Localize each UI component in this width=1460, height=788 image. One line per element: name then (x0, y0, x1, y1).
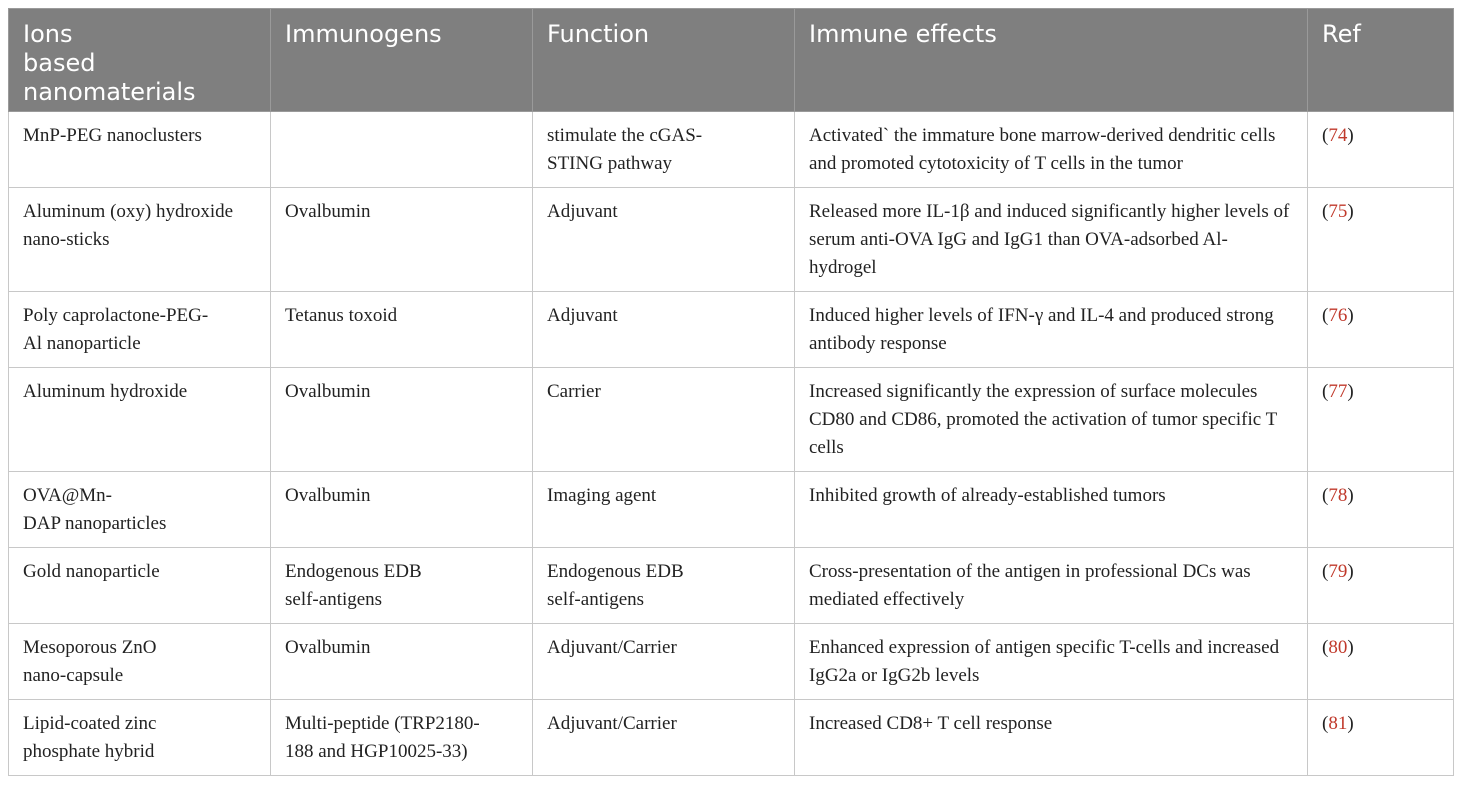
table-row (9, 188, 1454, 292)
ref-close-paren: ) (1347, 713, 1354, 734)
cell-ref (1308, 548, 1454, 624)
cell-ref (1308, 368, 1454, 472)
ref-close-paren: ) (1347, 637, 1354, 658)
reference-link[interactable]: 74 (1328, 125, 1348, 146)
reference-link[interactable]: 80 (1328, 637, 1348, 658)
reference-link[interactable]: 78 (1328, 485, 1348, 506)
cell-immune-effects: Released more IL-1β and induced significantly higher levels of serum anti-OVA IgG and IgG1 than OVA-adsorbed Al-hydrogel (795, 188, 1308, 292)
reference-link[interactable]: 76 (1328, 305, 1348, 326)
ref-open-paren: ( (1322, 381, 1329, 402)
cell-immune-effects: Induced higher levels of IFN-γ and IL-4 and produced strong antibody response (795, 292, 1308, 368)
table-row (9, 548, 1454, 624)
cell-immunogen: Ovalbumin (271, 472, 533, 548)
cell-function: stimulate the cGAS- STING pathway (533, 112, 795, 188)
header-row (9, 9, 1454, 112)
table-row (9, 624, 1454, 700)
table-row (9, 368, 1454, 472)
ref-open-paren: ( (1322, 201, 1329, 222)
cell-ref (1308, 112, 1454, 188)
cell-immunogen: Ovalbumin (271, 368, 533, 472)
ref-open-paren: ( (1322, 305, 1329, 326)
cell-immune-effects: Activated` the immature bone marrow-derived dendritic cells and promoted cytotoxicity of T cells in the tumor (795, 112, 1308, 188)
ref-open-paren: ( (1322, 125, 1329, 146)
reference-link[interactable]: 79 (1328, 561, 1348, 582)
cell-function: Imaging agent (533, 472, 795, 548)
header-nanomaterials: Ions based nanomaterials (9, 9, 271, 112)
ref-open-paren: ( (1322, 561, 1329, 582)
cell-immunogen: Tetanus toxoid (271, 292, 533, 368)
cell-function: Adjuvant/Carrier (533, 700, 795, 776)
ref-close-paren: ) (1347, 201, 1354, 222)
header-function: Function (533, 9, 795, 112)
table-row (9, 700, 1454, 776)
ref-close-paren: ) (1347, 561, 1354, 582)
ref-open-paren: ( (1322, 485, 1329, 506)
cell-ref (1308, 700, 1454, 776)
cell-immunogen (271, 112, 533, 188)
header-ref: Ref (1308, 9, 1454, 112)
cell-immunogen: Multi-peptide (TRP2180- 188 and HGP10025-33) (271, 700, 533, 776)
cell-function: Adjuvant (533, 188, 795, 292)
cell-nanomaterial: Mesoporous ZnO nano-capsule (9, 624, 271, 700)
header-immunogens: Immunogens (271, 9, 533, 112)
cell-function: Adjuvant/Carrier (533, 624, 795, 700)
cell-ref (1308, 472, 1454, 548)
cell-ref (1308, 292, 1454, 368)
cell-function: Endogenous EDB self-antigens (533, 548, 795, 624)
header-immune-effects: Immune effects (795, 9, 1308, 112)
reference-link[interactable]: 81 (1328, 713, 1348, 734)
cell-ref (1308, 188, 1454, 292)
cell-immune-effects: Cross-presentation of the antigen in professional DCs was mediated effectively (795, 548, 1308, 624)
reference-link[interactable]: 77 (1328, 381, 1348, 402)
cell-immune-effects: Enhanced expression of antigen specific T-cells and increased IgG2a or IgG2b levels (795, 624, 1308, 700)
ref-close-paren: ) (1347, 305, 1354, 326)
cell-immune-effects: Increased significantly the expression of surface molecules CD80 and CD86, promoted the activation of tumor specific T cells (795, 368, 1308, 472)
cell-function: Carrier (533, 368, 795, 472)
reference-link[interactable]: 75 (1328, 201, 1348, 222)
cell-nanomaterial: Poly caprolactone-PEG- Al nanoparticle (9, 292, 271, 368)
ref-open-paren: ( (1322, 713, 1329, 734)
table-row (9, 112, 1454, 188)
cell-nanomaterial: Aluminum (oxy) hydroxide nano-sticks (9, 188, 271, 292)
cell-immunogen: Endogenous EDB self-antigens (271, 548, 533, 624)
cell-immune-effects: Increased CD8+ T cell response (795, 700, 1308, 776)
table-row (9, 292, 1454, 368)
cell-nanomaterial: OVA@Mn- DAP nanoparticles (9, 472, 271, 548)
cell-ref (1308, 624, 1454, 700)
table-row (9, 472, 1454, 548)
cell-nanomaterial: Gold nanoparticle (9, 548, 271, 624)
cell-nanomaterial: MnP-PEG nanoclusters (9, 112, 271, 188)
ref-open-paren: ( (1322, 637, 1329, 658)
nanomaterials-table (8, 8, 1454, 776)
cell-nanomaterial: Aluminum hydroxide (9, 368, 271, 472)
cell-function: Adjuvant (533, 292, 795, 368)
ref-close-paren: ) (1347, 485, 1354, 506)
cell-immunogen: Ovalbumin (271, 188, 533, 292)
ref-close-paren: ) (1347, 125, 1354, 146)
cell-nanomaterial: Lipid-coated zinc phosphate hybrid (9, 700, 271, 776)
cell-immune-effects: Inhibited growth of already-established tumors (795, 472, 1308, 548)
cell-immunogen: Ovalbumin (271, 624, 533, 700)
ref-close-paren: ) (1347, 381, 1354, 402)
